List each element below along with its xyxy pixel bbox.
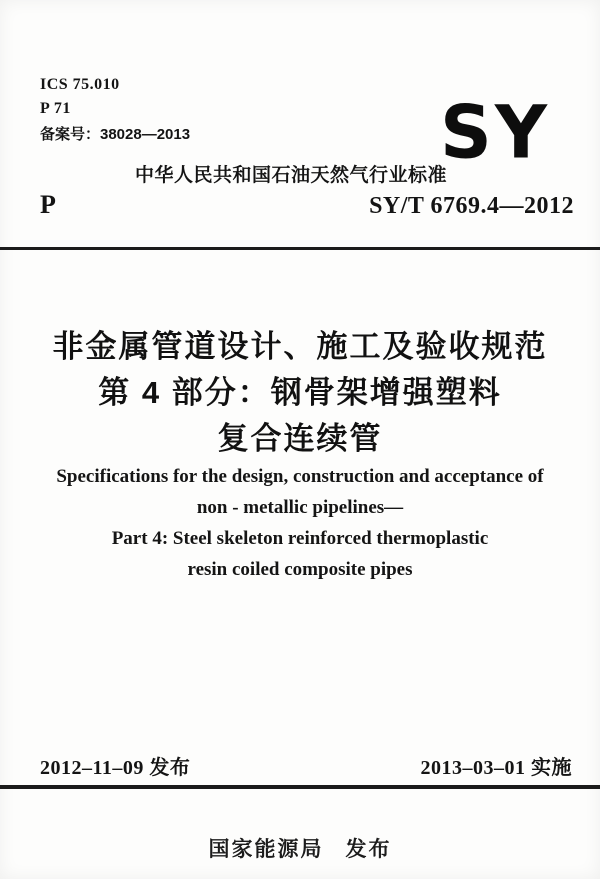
header-divider-rule [0,247,600,250]
publisher-name: 国家能源局 [208,838,324,861]
title-cn-line-2: 第 4 部分：钢骨架增强塑料 [98,375,502,410]
title-en-line-3: Part 4: Steel skeleton reinforced thermoplastic [111,528,489,549]
dates-row [40,751,572,780]
title-chinese [0,324,600,462]
issue-date: 2012–11–09 发布 [40,757,191,779]
title-cn-line-1: 非金属管道设计、施工及验收规范 [52,329,548,364]
standard-category: 中华人民共和国石油天然气行业标准 [135,165,448,186]
publisher-action: 发布 [345,838,392,861]
title-en-line-4: resin coiled composite pipes [187,559,413,580]
footer-divider-rule [0,785,600,789]
title-en-line-1: Specifications for the design, construction and acceptance of [56,466,544,487]
classification-code: P 71 [40,100,71,117]
record-number: 备案号：38028—2013 [40,126,191,143]
document-class-letter: P [40,190,56,219]
title-en-line-2: non - metallic pipelines— [196,497,404,518]
standard-number: SY/T 6769.4—2012 [369,193,574,219]
title-cn-line-3: 复合连续管 [217,421,383,456]
sy-logo: SY [440,89,550,175]
implement-date: 2013–03–01 实施 [420,757,572,779]
publisher-row [0,833,600,863]
ics-code: ICS 75.010 [40,76,120,93]
title-english [0,461,600,585]
